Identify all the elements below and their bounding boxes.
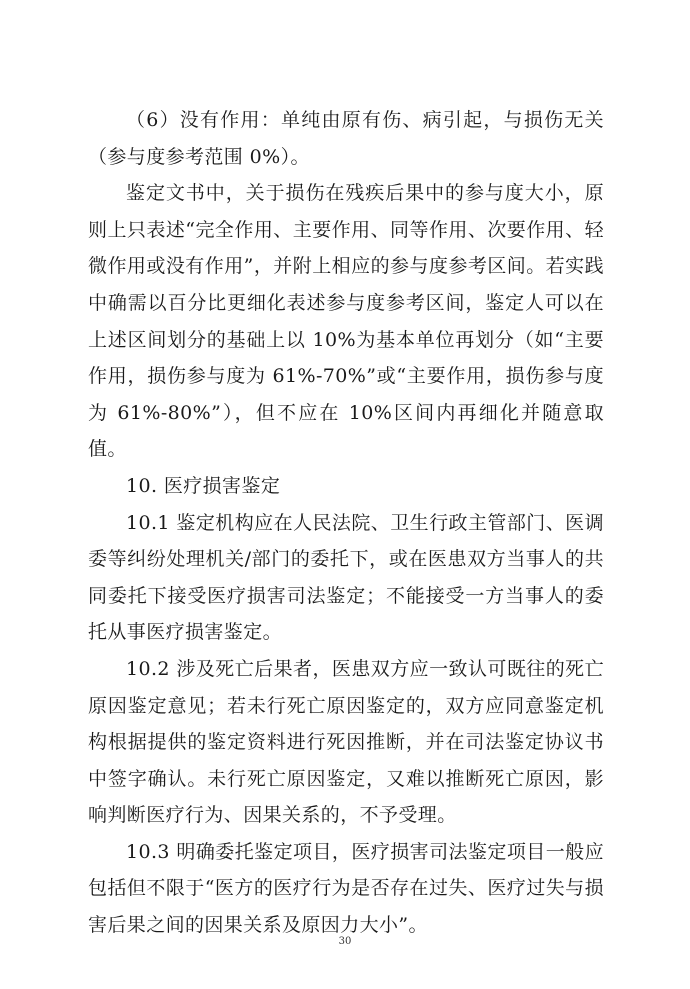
- section-heading-medical-damage: 10. 医疗损害鉴定: [126, 474, 281, 497]
- paragraph-10-2: 10.2 涉及死亡后果者，医患双方应一致认可既往的死亡原因鉴定意见；若未行死亡原因鉴定的，双方应同意鉴定机构根据提供的鉴定资料进行死因推断，并在司法鉴定协议书中签字确认。未行死亡原因鉴定，又难以推断死亡原因，影响判断医疗行为、因果关系的，不予受理。: [88, 657, 604, 827]
- document-body: [88, 102, 604, 944]
- paragraph-no-effect: （6）没有作用：单纯由原有伤、病引起，与损伤无关（参与度参考范围 0%）。: [88, 109, 604, 168]
- paragraph-10-1: 10.1 鉴定机构应在人民法院、卫生行政主管部门、医调委等纠纷处理机关/部门的委托下，或在医患双方当事人的共同委托下接受医疗损害司法鉴定；不能接受一方当事人的委托从事医疗损害鉴定。: [88, 511, 604, 644]
- paragraph-participation-degree: 鉴定文书中，关于损伤在残疾后果中的参与度大小，原则上只表述“完全作用、主要作用、同等作用、次要作用、轻微作用或没有作用”，并附上相应的参与度参考区间。若实践中确需以百分比更细化表述参与度参考区间，鉴定人可以在上述区间划分的基础上以 10%为基本单位再划分（如“主要作用，损伤参与度为 61%-70%”或“主要作用，损伤参与度为 61%-80%”），但不应在 10%区间内再细化并随意取值。: [88, 182, 604, 461]
- paragraph-10-3: 10.3 明确委托鉴定项目，医疗损害司法鉴定项目一般应包括但不限于“医方的医疗行为是否存在过失、医疗过失与损害后果之间的因果关系及原因力大小”。: [88, 840, 604, 937]
- page-number: 30: [338, 936, 352, 947]
